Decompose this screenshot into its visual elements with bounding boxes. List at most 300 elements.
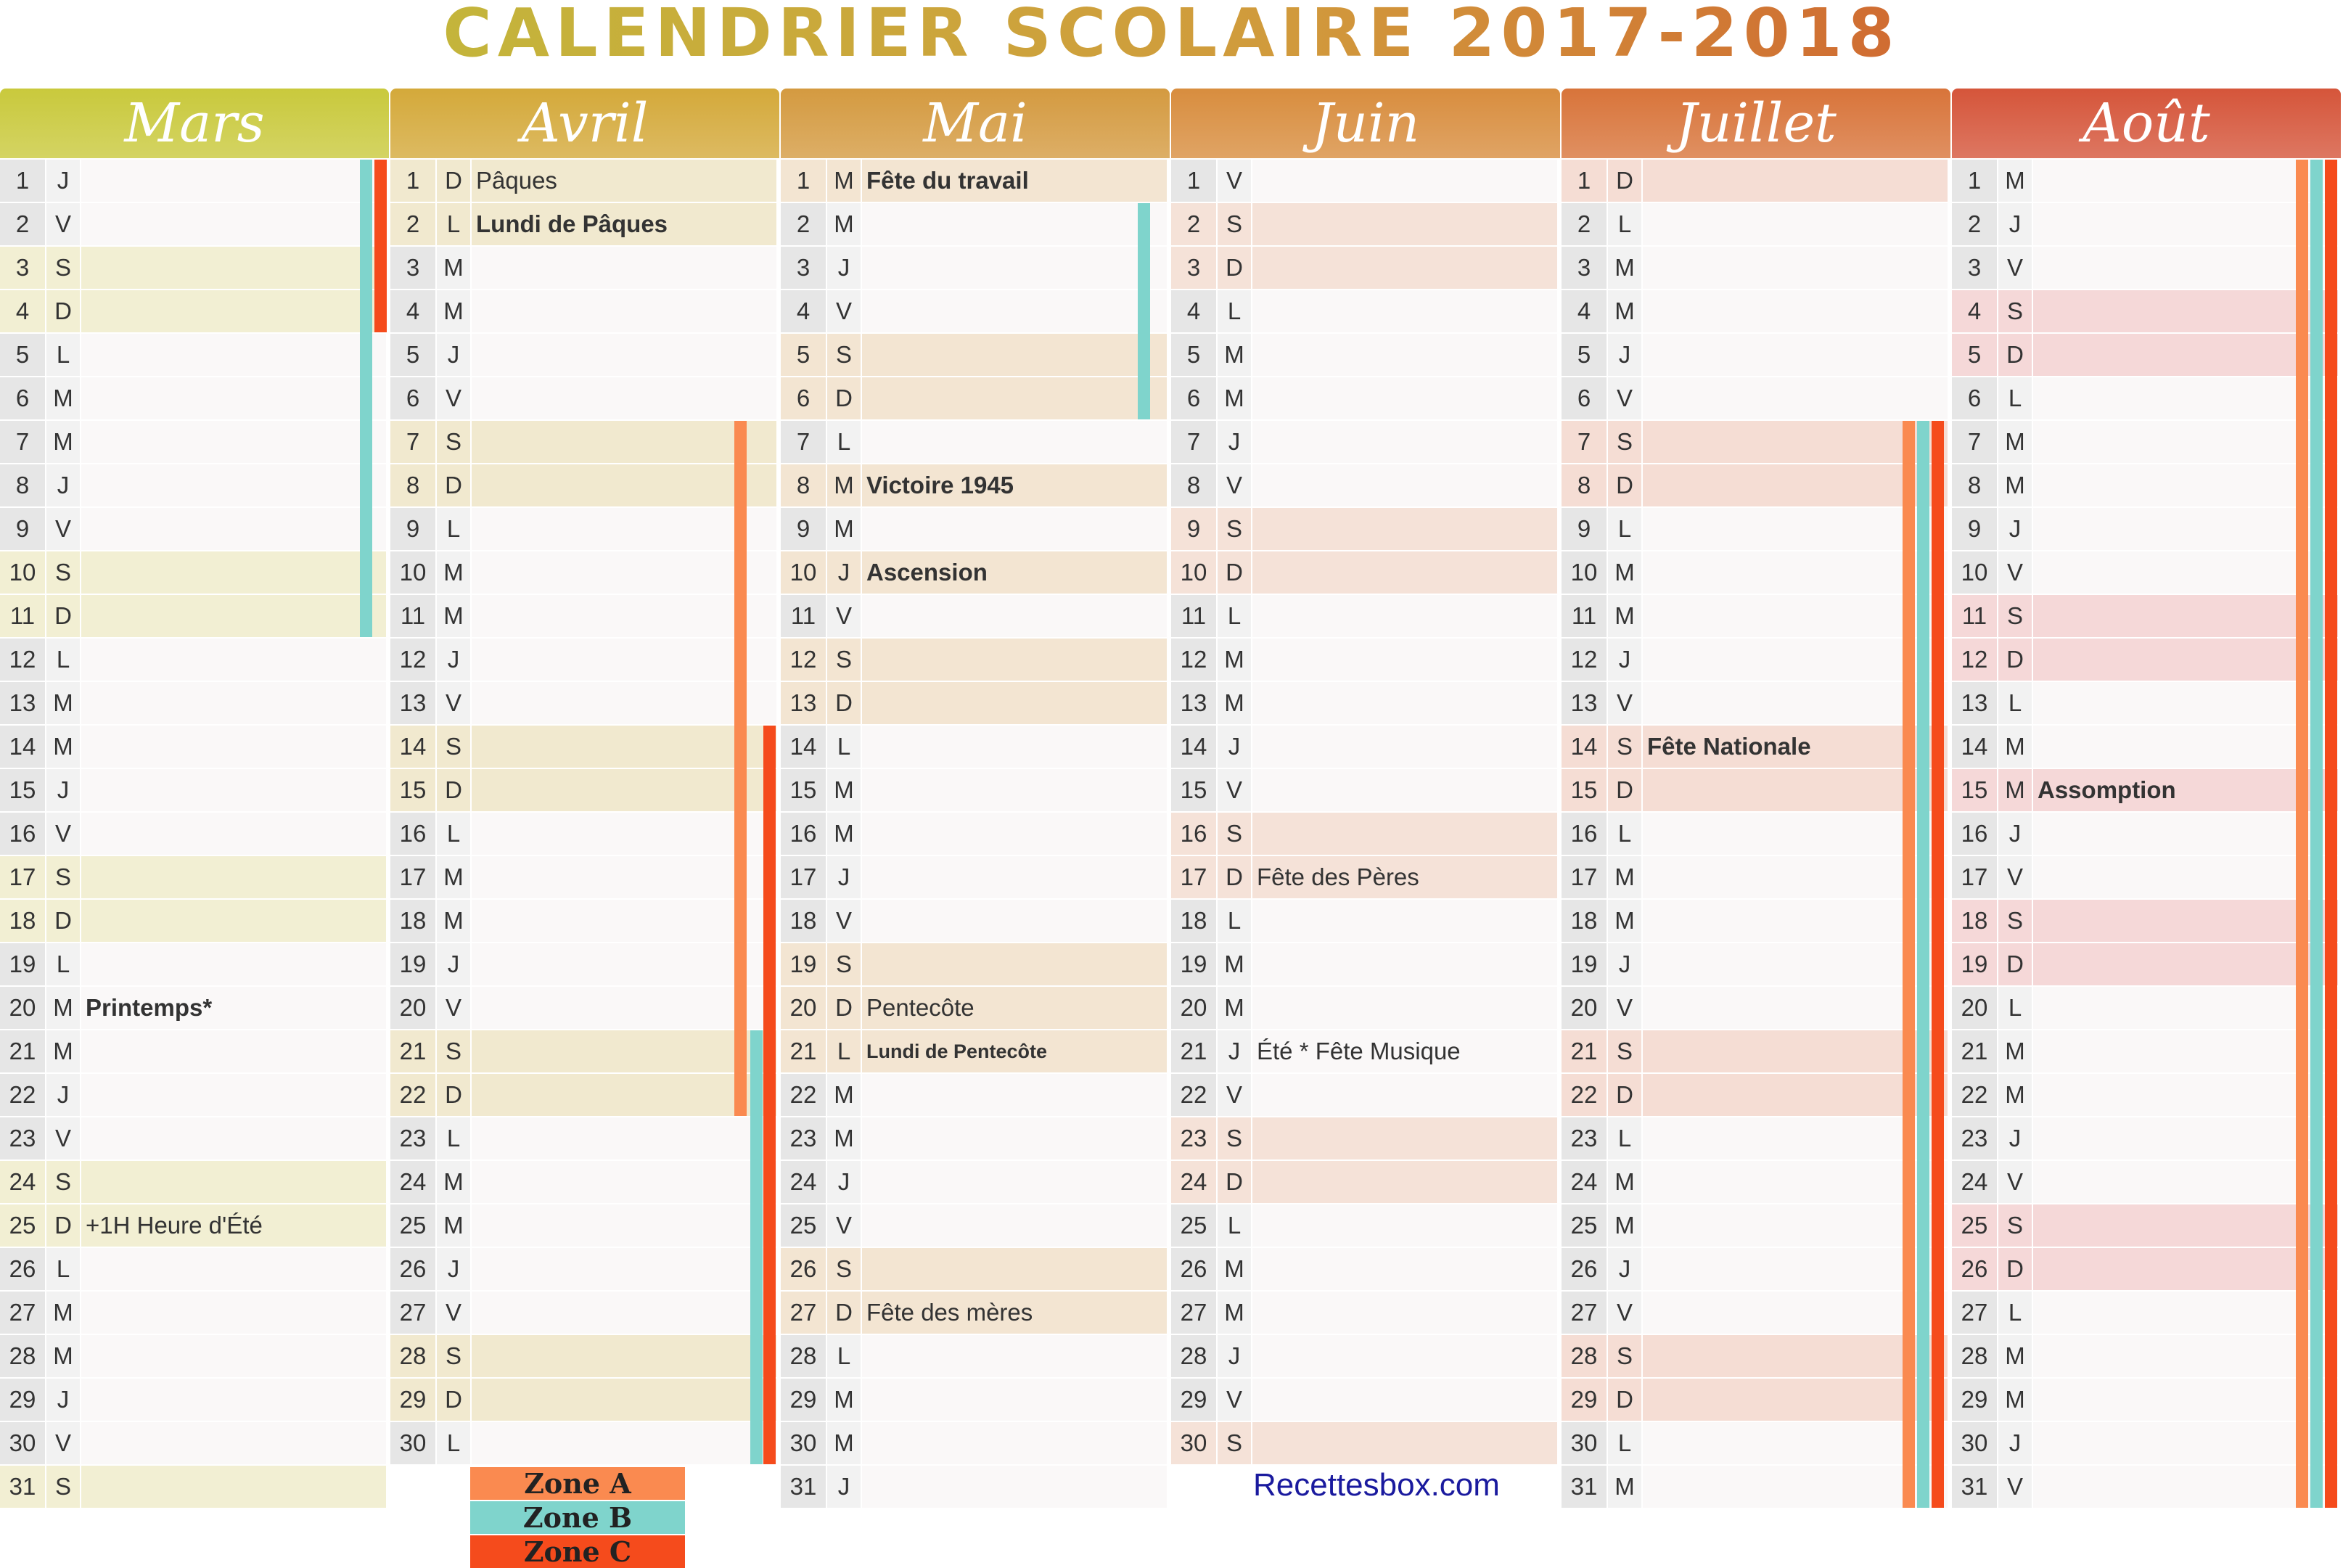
day-row (1952, 334, 2341, 376)
day-event (862, 726, 1167, 768)
day-event (1252, 1292, 1557, 1334)
day-letter: M (46, 421, 80, 463)
day-event (472, 1248, 776, 1290)
day-letter: S (827, 943, 861, 985)
day-row (0, 639, 389, 681)
vacation-bar-zone-c (763, 726, 776, 1464)
day-row (1562, 682, 1950, 724)
day-event (1643, 203, 1948, 245)
day-letter: L (1998, 1292, 2032, 1334)
day-row (390, 1074, 779, 1116)
day-row (0, 1422, 389, 1464)
day-event (2033, 1466, 2338, 1508)
day-number: 20 (0, 987, 45, 1029)
day-event (472, 508, 776, 550)
day-event (862, 290, 1167, 332)
day-letter: J (1998, 1422, 2032, 1464)
day-row (781, 247, 1170, 289)
day-row (0, 160, 389, 202)
day-event (1252, 464, 1557, 506)
day-number: 26 (1952, 1248, 1997, 1290)
day-number: 19 (1171, 943, 1216, 985)
day-number: 10 (781, 551, 826, 594)
day-number: 27 (1952, 1292, 1997, 1334)
day-number: 30 (0, 1422, 45, 1464)
vacation-bar-zone-b (1138, 203, 1150, 419)
day-event (2033, 1248, 2338, 1290)
day-letter: V (46, 508, 80, 550)
day-event (862, 856, 1167, 898)
day-number: 4 (1562, 290, 1607, 332)
day-letter: J (1608, 639, 1641, 681)
day-letter: L (46, 639, 80, 681)
day-letter: M (1608, 1466, 1641, 1508)
day-event (862, 1248, 1167, 1290)
day-row (1562, 247, 1950, 289)
day-letter: M (1218, 987, 1251, 1029)
day-event (862, 508, 1167, 550)
day-row (0, 987, 389, 1029)
day-event (472, 464, 776, 506)
day-row (781, 987, 1170, 1029)
day-letter: M (1998, 1335, 2032, 1377)
day-letter: L (1608, 508, 1641, 550)
day-letter: M (1218, 377, 1251, 419)
day-letter: J (46, 769, 80, 811)
day-number: 19 (390, 943, 435, 985)
month-days (781, 160, 1170, 1508)
day-number: 8 (0, 464, 45, 506)
day-number: 23 (1562, 1117, 1607, 1159)
day-row (1171, 900, 1560, 942)
vacation-bar-zone-b (360, 160, 372, 637)
day-letter: V (437, 1292, 470, 1334)
day-event (1252, 1074, 1557, 1116)
legend-zone-a: Zone A (470, 1467, 685, 1500)
day-row (1952, 1204, 2341, 1247)
day-letter: S (1998, 595, 2032, 637)
day-row (781, 160, 1170, 202)
day-number: 2 (1171, 203, 1216, 245)
day-number: 2 (0, 203, 45, 245)
day-row (0, 769, 389, 811)
day-number: 25 (390, 1204, 435, 1247)
day-row (781, 639, 1170, 681)
day-row (0, 1335, 389, 1377)
day-row (1952, 203, 2341, 245)
day-letter: S (1608, 421, 1641, 463)
day-row (0, 1030, 389, 1072)
day-letter: L (437, 1422, 470, 1464)
day-letter: M (1998, 160, 2032, 202)
day-letter: V (46, 1422, 80, 1464)
day-event (1643, 1379, 1948, 1421)
day-row (1952, 1030, 2341, 1072)
day-row (0, 508, 389, 550)
day-event (1643, 464, 1948, 506)
day-number: 6 (1171, 377, 1216, 419)
day-event (2033, 421, 2338, 463)
day-number: 1 (0, 160, 45, 202)
day-number: 23 (781, 1117, 826, 1159)
day-number: 9 (1562, 508, 1607, 550)
day-event (472, 1117, 776, 1159)
day-number: 12 (0, 639, 45, 681)
day-number: 13 (0, 682, 45, 724)
month-days (1952, 160, 2341, 1508)
day-event (81, 856, 386, 898)
day-row (1952, 160, 2341, 202)
day-event (81, 813, 386, 855)
day-row (1562, 377, 1950, 419)
day-number: 29 (0, 1379, 45, 1421)
day-number: 17 (781, 856, 826, 898)
day-row (1562, 203, 1950, 245)
day-letter: S (1608, 1335, 1641, 1377)
day-event (1643, 1248, 1948, 1290)
day-letter: M (827, 203, 861, 245)
day-event (862, 421, 1167, 463)
legend-zone-c: Zone C (470, 1535, 685, 1568)
day-letter: M (1998, 421, 2032, 463)
day-row (1171, 334, 1560, 376)
day-event (862, 595, 1167, 637)
site-link[interactable]: Recettesbox.com (1253, 1467, 1500, 1503)
day-letter: M (827, 1074, 861, 1116)
month-header: Juillet (1562, 89, 1950, 158)
day-row (1952, 1379, 2341, 1421)
day-row (781, 551, 1170, 594)
day-event (1643, 1161, 1948, 1203)
day-letter: M (437, 595, 470, 637)
day-row (390, 1161, 779, 1203)
day-letter: M (1998, 1379, 2032, 1421)
day-number: 28 (781, 1335, 826, 1377)
day-number: 16 (1952, 813, 1997, 855)
day-letter: S (1608, 726, 1641, 768)
day-number: 22 (0, 1074, 45, 1116)
day-row (1562, 508, 1950, 550)
day-row (781, 769, 1170, 811)
day-event (81, 247, 386, 289)
day-number: 9 (0, 508, 45, 550)
day-letter: J (437, 1248, 470, 1290)
day-row (1562, 421, 1950, 463)
day-letter: J (1218, 421, 1251, 463)
day-letter: D (46, 290, 80, 332)
day-event (81, 160, 386, 202)
day-number: 16 (781, 813, 826, 855)
day-event (1643, 900, 1948, 942)
day-number: 19 (1952, 943, 1997, 985)
day-row (781, 1248, 1170, 1290)
vacation-bar-zone-b (1917, 421, 1929, 1508)
day-number: 5 (390, 334, 435, 376)
day-number: 29 (1171, 1379, 1216, 1421)
day-row (781, 1422, 1170, 1464)
day-number: 3 (0, 247, 45, 289)
day-letter: M (1218, 682, 1251, 724)
day-letter: J (46, 1379, 80, 1421)
day-letter: D (437, 1379, 470, 1421)
month-column (1952, 89, 2341, 1509)
day-number: 7 (781, 421, 826, 463)
day-number: 20 (1562, 987, 1607, 1029)
day-event (81, 1074, 386, 1116)
day-row (390, 1204, 779, 1247)
day-event (472, 639, 776, 681)
day-row (781, 1379, 1170, 1421)
day-row (781, 1466, 1170, 1508)
day-row (1171, 421, 1560, 463)
day-event (81, 290, 386, 332)
day-event (472, 987, 776, 1029)
day-row (781, 1161, 1170, 1203)
day-event (1252, 1422, 1557, 1464)
day-event (862, 682, 1167, 724)
month-header: Juin (1171, 89, 1560, 158)
day-row (1171, 639, 1560, 681)
month-header: Mai (781, 89, 1170, 158)
day-row (1562, 1030, 1950, 1072)
day-letter: V (1608, 377, 1641, 419)
day-event (81, 551, 386, 594)
day-event (81, 682, 386, 724)
day-number: 6 (1562, 377, 1607, 419)
day-number: 27 (1171, 1292, 1216, 1334)
day-event (81, 1030, 386, 1072)
day-row (1171, 290, 1560, 332)
day-number: 20 (1171, 987, 1216, 1029)
day-letter: S (437, 1030, 470, 1072)
day-event (81, 595, 386, 637)
day-number: 31 (1952, 1466, 1997, 1508)
day-event (1252, 1204, 1557, 1247)
day-number: 29 (781, 1379, 826, 1421)
day-letter: L (437, 1117, 470, 1159)
day-row (1952, 943, 2341, 985)
month-column (1171, 89, 1560, 1466)
day-event (2033, 1030, 2338, 1072)
day-letter: M (437, 856, 470, 898)
day-row (0, 290, 389, 332)
day-number: 7 (1171, 421, 1216, 463)
day-number: 2 (781, 203, 826, 245)
day-number: 2 (1562, 203, 1607, 245)
day-event: Lundi de Pentecôte (862, 1030, 1167, 1072)
day-letter: D (437, 160, 470, 202)
day-event (2033, 334, 2338, 376)
day-event (1643, 639, 1948, 681)
day-row (781, 508, 1170, 550)
day-row (1952, 1161, 2341, 1203)
day-letter: D (437, 769, 470, 811)
day-letter: M (827, 508, 861, 550)
day-row (1952, 595, 2341, 637)
day-number: 16 (1171, 813, 1216, 855)
day-event (2033, 1335, 2338, 1377)
day-letter: V (46, 1117, 80, 1159)
day-event (1252, 160, 1557, 202)
day-number: 14 (390, 726, 435, 768)
day-row (0, 1466, 389, 1508)
day-event (1643, 1030, 1948, 1072)
day-row (0, 464, 389, 506)
day-row (390, 203, 779, 245)
day-letter: S (46, 1161, 80, 1203)
day-row (1562, 160, 1950, 202)
day-event (1643, 1292, 1948, 1334)
day-number: 3 (1171, 247, 1216, 289)
day-letter: V (1998, 247, 2032, 289)
day-event (1643, 290, 1948, 332)
day-event (862, 943, 1167, 985)
day-letter: V (1998, 856, 2032, 898)
day-number: 12 (1562, 639, 1607, 681)
day-letter: S (46, 247, 80, 289)
day-row (390, 856, 779, 898)
day-letter: M (827, 160, 861, 202)
day-row (781, 900, 1170, 942)
day-row (1171, 856, 1560, 898)
day-row (1952, 290, 2341, 332)
day-event (1643, 943, 1948, 985)
day-event (2033, 726, 2338, 768)
month-column (0, 89, 389, 1509)
day-event (472, 1379, 776, 1421)
day-number: 3 (781, 247, 826, 289)
day-event (81, 900, 386, 942)
day-event (2033, 1074, 2338, 1116)
day-letter: S (827, 334, 861, 376)
day-row (1562, 813, 1950, 855)
month-days (1562, 160, 1950, 1508)
day-event (2033, 813, 2338, 855)
day-number: 15 (781, 769, 826, 811)
day-letter: V (437, 682, 470, 724)
day-row (390, 639, 779, 681)
day-row (390, 1379, 779, 1421)
month-days (390, 160, 779, 1464)
day-letter: D (1998, 334, 2032, 376)
day-letter: L (1998, 377, 2032, 419)
day-event (472, 682, 776, 724)
day-row (1562, 726, 1950, 768)
day-event (81, 1335, 386, 1377)
day-row (390, 247, 779, 289)
day-row (1171, 160, 1560, 202)
day-number: 20 (390, 987, 435, 1029)
day-number: 23 (1952, 1117, 1997, 1159)
day-letter: M (827, 464, 861, 506)
month-column (390, 89, 779, 1466)
day-letter: M (437, 290, 470, 332)
day-letter: D (1998, 639, 2032, 681)
day-number: 23 (1171, 1117, 1216, 1159)
day-letter: J (46, 160, 80, 202)
day-number: 24 (1952, 1161, 1997, 1203)
day-row (0, 856, 389, 898)
day-row (781, 1117, 1170, 1159)
day-number: 8 (1171, 464, 1216, 506)
day-number: 9 (1952, 508, 1997, 550)
day-number: 11 (1952, 595, 1997, 637)
day-row (0, 595, 389, 637)
day-row (1171, 1161, 1560, 1203)
day-event (862, 900, 1167, 942)
vacation-bar-zone-c (2325, 160, 2337, 1508)
day-row (1952, 464, 2341, 506)
day-letter: L (1608, 1117, 1641, 1159)
day-row (1171, 1379, 1560, 1421)
day-letter: V (46, 813, 80, 855)
day-number: 24 (1562, 1161, 1607, 1203)
day-row (1952, 1074, 2341, 1116)
day-row (1562, 1379, 1950, 1421)
day-event (862, 377, 1167, 419)
day-letter: L (1218, 1204, 1251, 1247)
day-event: Été * Fête Musique (1252, 1030, 1557, 1072)
day-number: 17 (390, 856, 435, 898)
day-number: 4 (1171, 290, 1216, 332)
day-number: 13 (1171, 682, 1216, 724)
day-row (781, 595, 1170, 637)
day-letter: M (1608, 247, 1641, 289)
day-letter: D (1608, 160, 1641, 202)
day-row (390, 290, 779, 332)
day-event (472, 1030, 776, 1072)
day-row (0, 421, 389, 463)
day-number: 18 (1562, 900, 1607, 942)
day-event (81, 639, 386, 681)
day-row (390, 160, 779, 202)
day-number: 25 (0, 1204, 45, 1247)
day-letter: D (46, 900, 80, 942)
day-letter: V (46, 203, 80, 245)
day-row (1562, 856, 1950, 898)
day-letter: M (1608, 856, 1641, 898)
day-number: 22 (781, 1074, 826, 1116)
month-days (0, 160, 389, 1508)
day-event (862, 1335, 1167, 1377)
day-row (390, 1030, 779, 1072)
day-number: 28 (1562, 1335, 1607, 1377)
day-letter: D (46, 595, 80, 637)
day-row (1952, 813, 2341, 855)
day-letter: J (46, 1074, 80, 1116)
day-row (0, 1248, 389, 1290)
day-letter: M (827, 1422, 861, 1464)
day-row (0, 247, 389, 289)
day-letter: M (437, 1161, 470, 1203)
day-number: 26 (0, 1248, 45, 1290)
day-number: 6 (0, 377, 45, 419)
day-number: 21 (1171, 1030, 1216, 1072)
day-event (1252, 1248, 1557, 1290)
day-letter: V (827, 1204, 861, 1247)
day-number: 20 (781, 987, 826, 1029)
day-event (2033, 290, 2338, 332)
day-event (2033, 1161, 2338, 1203)
day-number: 4 (1952, 290, 1997, 332)
day-event (2033, 1379, 2338, 1421)
day-event (81, 1466, 386, 1508)
day-number: 2 (390, 203, 435, 245)
day-row (390, 1248, 779, 1290)
day-number: 21 (781, 1030, 826, 1072)
day-event: Pentecôte (862, 987, 1167, 1029)
day-letter: V (1218, 1379, 1251, 1421)
